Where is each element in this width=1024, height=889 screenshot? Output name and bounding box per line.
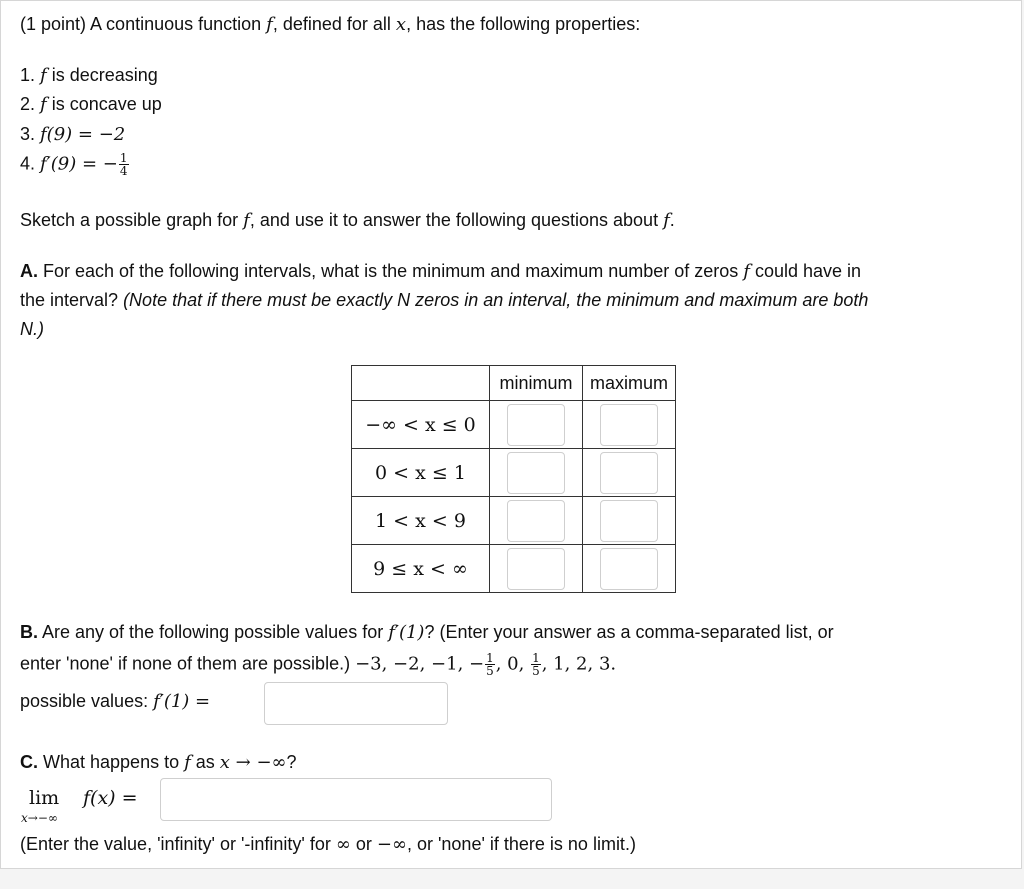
intro-mid: , defined for all bbox=[272, 14, 396, 34]
sketch-end: . bbox=[669, 210, 675, 230]
min-cell bbox=[490, 545, 583, 593]
min-cell bbox=[490, 497, 583, 545]
property-number: 4. bbox=[20, 153, 41, 174]
table-row bbox=[352, 545, 676, 593]
max-input[interactable] bbox=[600, 500, 658, 542]
part-a-f: f bbox=[743, 261, 750, 282]
intro-suffix: , has the following properties: bbox=[406, 14, 641, 34]
part-b-letter: B. bbox=[20, 622, 38, 642]
note-text-a: (Enter the value, 'infinity' or '-infinity' for bbox=[20, 834, 336, 854]
sketch-instruction bbox=[20, 209, 675, 232]
max-cell bbox=[583, 449, 676, 497]
property-text: is decreasing bbox=[46, 65, 158, 85]
intro-x: x bbox=[395, 14, 407, 35]
limit-input[interactable] bbox=[160, 778, 552, 821]
fraction-numerator: 1 bbox=[486, 651, 494, 665]
sketch-f2: f bbox=[663, 210, 670, 231]
sketch-suffix: , and use it to answer the following questions about bbox=[249, 210, 664, 230]
max-input[interactable] bbox=[600, 404, 658, 446]
property-number: 1. bbox=[20, 65, 41, 85]
infinity-symbol: ∞ bbox=[335, 834, 351, 855]
part-c-note bbox=[20, 833, 636, 856]
table-row bbox=[352, 497, 676, 545]
part-a-text: For each of the following intervals, what is the minimum and maximum number of zeros bbox=[38, 261, 744, 281]
max-input[interactable] bbox=[600, 452, 658, 494]
min-cell bbox=[490, 401, 583, 449]
property-text: is concave up bbox=[46, 94, 162, 114]
part-c-question: ? bbox=[286, 752, 297, 772]
part-a-text-end: could have in bbox=[749, 261, 862, 281]
possible-values-expr: f′(1) = bbox=[153, 691, 211, 712]
part-b-line1 bbox=[20, 621, 834, 644]
min-input[interactable] bbox=[507, 548, 565, 590]
table-header-row bbox=[352, 366, 676, 401]
part-c-as: as bbox=[190, 752, 220, 772]
property-expr: f′(9) = − bbox=[40, 153, 118, 175]
table-corner bbox=[352, 366, 490, 401]
intro-f: f bbox=[266, 14, 273, 35]
fraction-one-fifth bbox=[531, 652, 541, 677]
part-a-note: (Note that if there must be exactly N zeros in an interval, the minimum and maximum are both bbox=[123, 290, 869, 310]
interval-label: 9 ≤ x < ∞ bbox=[352, 545, 490, 593]
fraction-one-fifth bbox=[485, 652, 495, 677]
part-b-text-end: ? (Enter your answer as a comma-separated list, or bbox=[424, 622, 834, 642]
max-cell bbox=[583, 497, 676, 545]
limit-expr: f(x) = bbox=[83, 787, 138, 809]
property-1 bbox=[20, 64, 158, 87]
property-3 bbox=[20, 123, 125, 146]
max-cell bbox=[583, 545, 676, 593]
part-a-line2 bbox=[20, 289, 868, 311]
min-input[interactable] bbox=[507, 404, 565, 446]
fraction-denominator: 5 bbox=[532, 664, 540, 678]
limit-lim: lim bbox=[29, 787, 60, 809]
header-minimum: minimum bbox=[490, 366, 583, 401]
header-maximum: maximum bbox=[583, 366, 676, 401]
fraction-denominator: 5 bbox=[486, 664, 494, 678]
sketch-prefix: Sketch a possible graph for bbox=[20, 210, 244, 230]
zeros-table bbox=[351, 365, 676, 593]
part-c-line1 bbox=[20, 751, 297, 774]
part-a-line3: N.) bbox=[20, 319, 44, 339]
part-c-f: f bbox=[184, 752, 191, 773]
min-cell bbox=[490, 449, 583, 497]
min-input[interactable] bbox=[507, 500, 565, 542]
property-number: 2. bbox=[20, 94, 41, 114]
note-text-c: , or 'none' if there is no limit.) bbox=[406, 834, 636, 854]
max-input[interactable] bbox=[600, 548, 658, 590]
interval-label: 1 < x < 9 bbox=[352, 497, 490, 545]
fraction-denominator: 4 bbox=[119, 164, 128, 178]
interval-label: −∞ < x ≤ 0 bbox=[352, 401, 490, 449]
property-f: f bbox=[40, 65, 47, 86]
fraction-numerator: 1 bbox=[119, 151, 128, 165]
candidate-values-a: −3, −2, −1, − bbox=[355, 653, 485, 675]
intro-prefix: (1 point) A continuous function bbox=[20, 14, 267, 34]
property-f: f bbox=[40, 94, 47, 115]
max-cell bbox=[583, 401, 676, 449]
fraction-one-fourth bbox=[119, 152, 129, 177]
possible-values-label bbox=[20, 690, 210, 713]
sketch-f: f bbox=[243, 210, 250, 231]
part-a-line1 bbox=[20, 260, 861, 283]
table-row bbox=[352, 401, 676, 449]
property-4 bbox=[20, 152, 130, 177]
part-c-arrow: x → −∞ bbox=[219, 752, 287, 773]
property-2 bbox=[20, 93, 162, 116]
candidate-values-c: , 1, 2, 3. bbox=[541, 653, 617, 675]
part-a-letter: A. bbox=[20, 261, 38, 281]
possible-values-input[interactable] bbox=[264, 682, 448, 725]
table-row bbox=[352, 449, 676, 497]
candidate-values-b: , 0, bbox=[495, 653, 531, 675]
note-text-b: or bbox=[350, 834, 377, 854]
part-b-line2 bbox=[20, 652, 616, 677]
interval-label: 0 < x ≤ 1 bbox=[352, 449, 490, 497]
neg-infinity-symbol: −∞ bbox=[376, 834, 407, 855]
part-c-letter: C. bbox=[20, 752, 38, 772]
min-input[interactable] bbox=[507, 452, 565, 494]
limit-subscript: x→−∞ bbox=[21, 811, 58, 825]
problem-intro bbox=[20, 13, 640, 36]
part-b-expr: f′(1) bbox=[388, 622, 425, 643]
part-a-line2-text: the interval? bbox=[20, 290, 124, 310]
property-number: 3. bbox=[20, 124, 41, 144]
part-b-text: Are any of the following possible values for bbox=[38, 622, 389, 642]
part-c-text: What happens to bbox=[38, 752, 185, 772]
possible-values-text: possible values: bbox=[20, 691, 154, 711]
property-expr: f(9) = −2 bbox=[40, 124, 126, 145]
fraction-numerator: 1 bbox=[532, 651, 540, 665]
part-b-line2-text: enter 'none' if none of them are possible.) bbox=[20, 653, 356, 674]
